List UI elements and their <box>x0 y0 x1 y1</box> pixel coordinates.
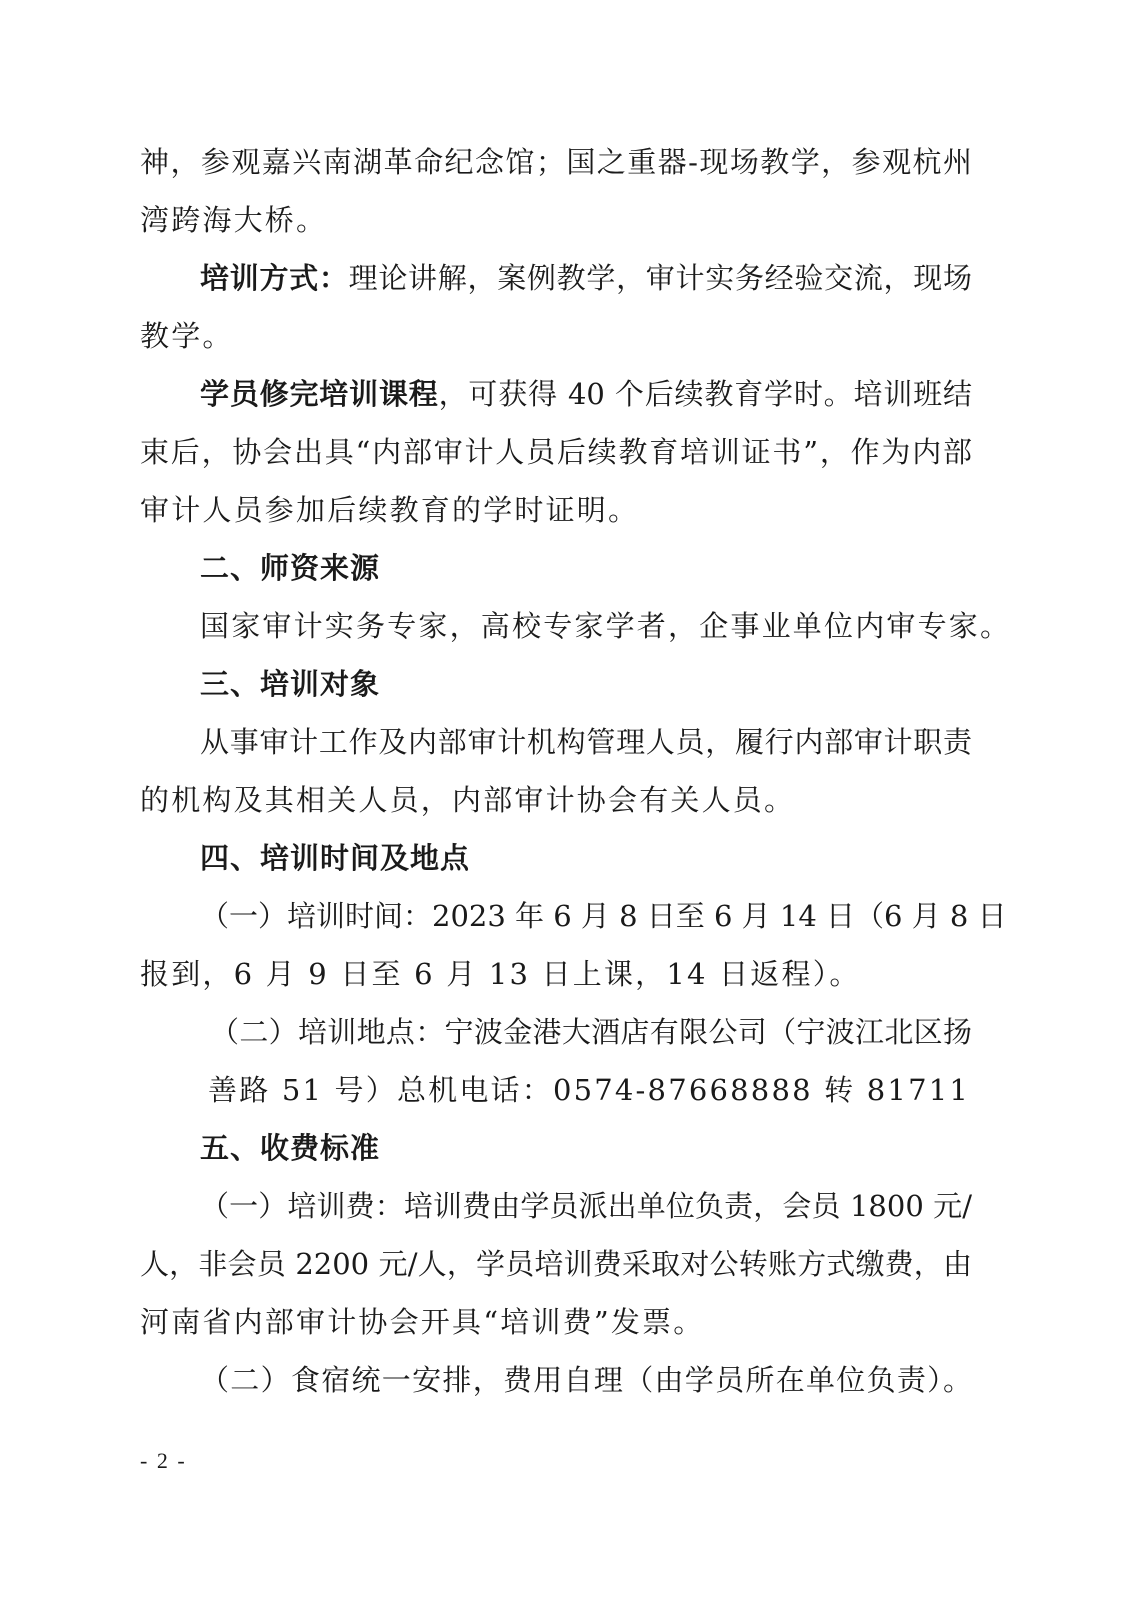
training-time-line: （一）培训时间：2023 年 6 月 8 日至 6 月 14 日（6 月 8 日 <box>200 899 1007 933</box>
body-text-line: 从事审计工作及内部审计机构管理人员，履行内部审计职责 <box>200 725 972 759</box>
board-lodging-line: （二）食宿统一安排，费用自理（由学员所在单位负责）。 <box>200 1363 972 1397</box>
training-method-label: 培训方式： <box>200 261 349 295</box>
training-method-text: 理论讲解，案例教学，审计实务经验交流，现场 <box>348 261 972 295</box>
section-heading-time-location: 四、培训时间及地点 <box>200 841 471 875</box>
body-text-line: 的机构及其相关人员，内部审计协会有关人员。 <box>140 783 796 817</box>
body-text-line: 河南省内部审计协会开具“培训费”发票。 <box>140 1305 705 1339</box>
training-fee-line: （一）培训费：培训费由学员派出单位负责，会员 1800 元/ <box>200 1189 972 1223</box>
training-method-paragraph <box>200 258 972 298</box>
training-location-line: （二）培训地点：宁波金港大酒店有限公司（宁波江北区扬 <box>210 1015 972 1049</box>
credit-label: 学员修完培训课程 <box>200 377 439 411</box>
section-heading-faculty: 二、师资来源 <box>200 551 381 585</box>
body-text-line: 教学。 <box>140 319 234 353</box>
credit-paragraph <box>200 374 972 414</box>
body-text-line: 善路 51 号）总机电话：0574-87668888 转 81711 <box>208 1073 971 1107</box>
body-text-line: 束后，协会出具“内部审计人员后续教育培训证书”，作为内部 <box>140 435 972 469</box>
body-text-line: 人，非会员 2200 元/人，学员培训费采取对公转账方式缴费，由 <box>140 1247 972 1281</box>
page-number: - 2 - <box>140 1448 187 1473</box>
section-heading-audience: 三、培训对象 <box>200 667 381 701</box>
credit-text: ，可获得 40 个后续教育学时。培训班结 <box>438 377 972 411</box>
body-text-line: 审计人员参加后续教育的学时证明。 <box>140 493 640 527</box>
body-text-line: 报到，6 月 9 日至 6 月 13 日上课，14 日返程）。 <box>140 957 861 991</box>
body-text-line: 湾跨海大桥。 <box>140 203 328 237</box>
body-text-line: 国家审计实务专家，高校专家学者，企事业单位内审专家。 <box>200 609 1012 643</box>
section-heading-fees: 五、收费标准 <box>200 1131 381 1165</box>
body-text-line: 神，参观嘉兴南湖革命纪念馆；国之重器-现场教学，参观杭州 <box>140 145 972 179</box>
